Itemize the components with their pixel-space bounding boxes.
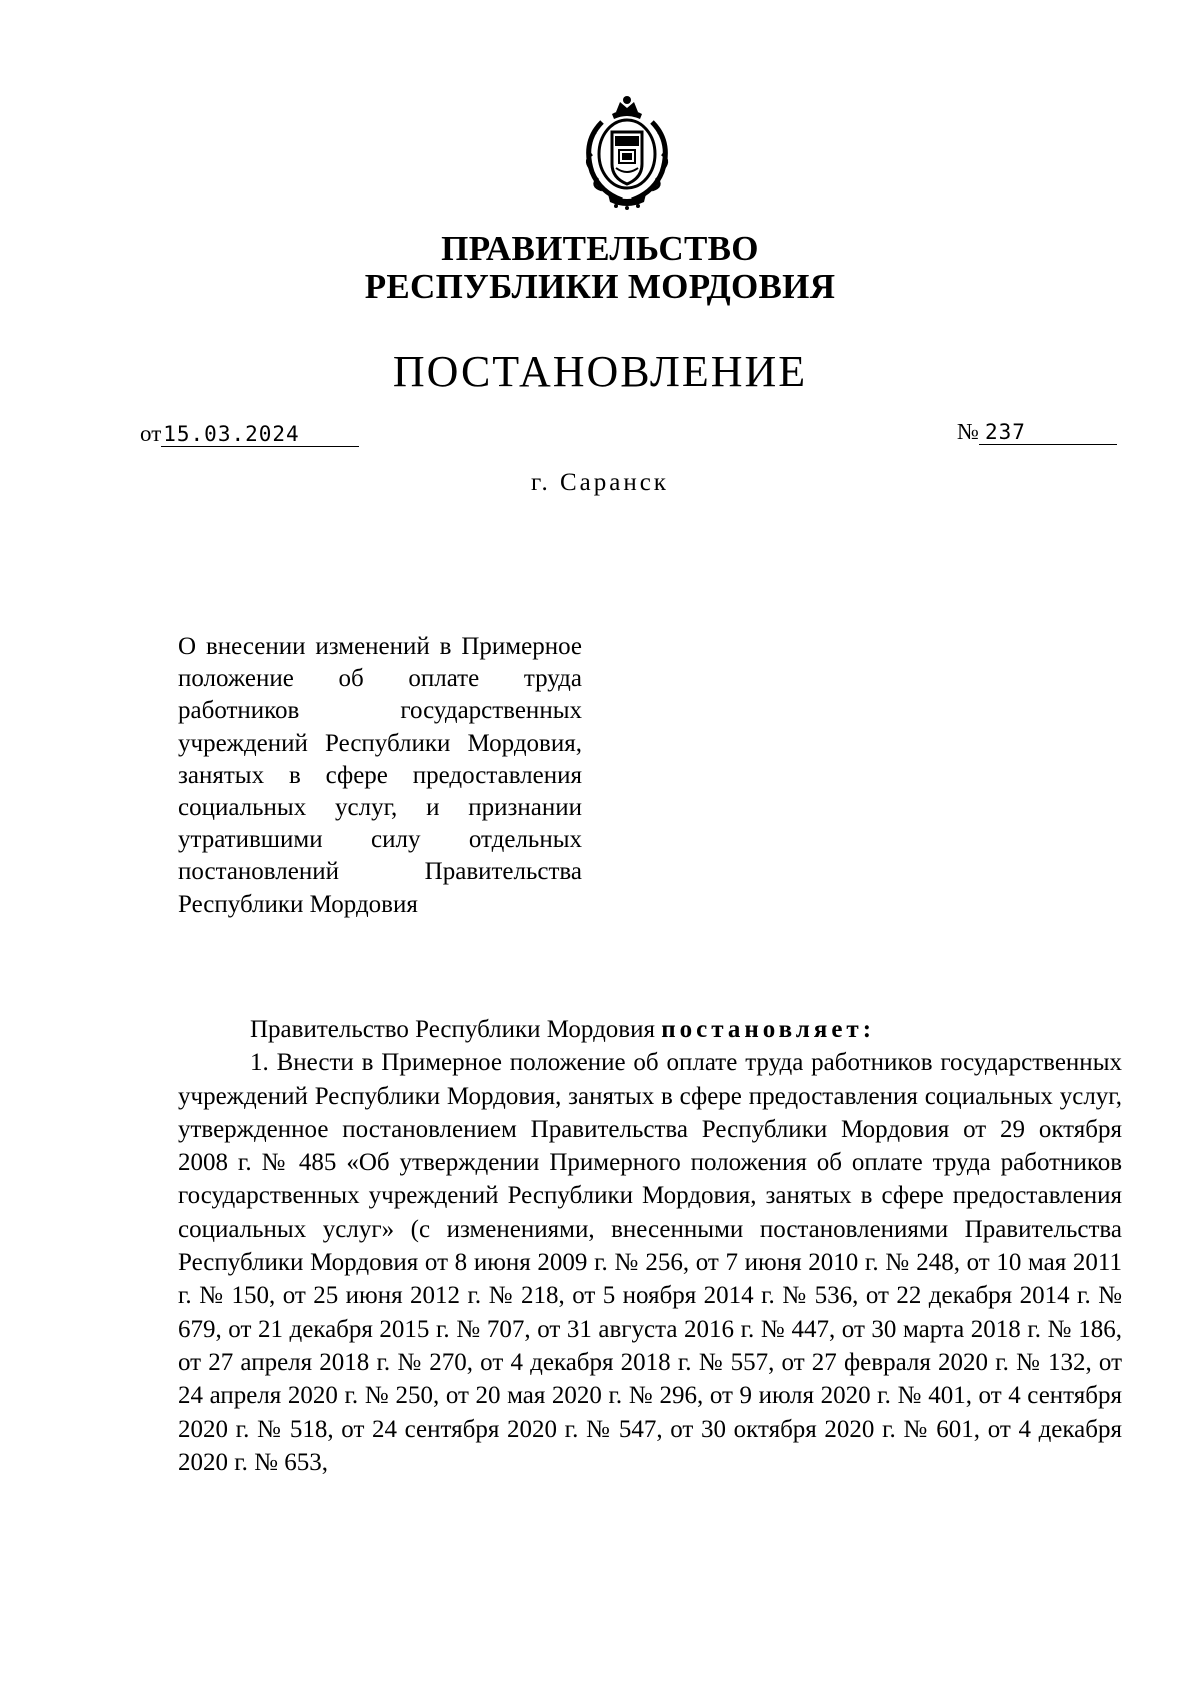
date-row (140, 420, 359, 448)
number-prefix: № (957, 419, 979, 444)
government-name-line-2: РЕСПУБЛИКИ МОРДОВИЯ (364, 267, 836, 306)
document-body (178, 1013, 1122, 1479)
preamble-text: Правительство Республики Мордовия (250, 1016, 662, 1043)
paragraph-1: 1. Внести в Примерное положение об оплате труда работников государственных учреждений Республики Мордовия, занятых в сфере предоставления социальных услуг, утвержденное постановлением Правительства Республики Мордовия от 29 октября 2008 г. № 485 «Об утверждении Примерного положения об оплате труда работников государственных учреждений Республики Мордовия, занятых в сфере предоставления социальных услуг» (с изменениями, внесенными постановлениями Правительства Республики Мордовия от 8 июня 2009 г. № 256, от 7 июня 2010 г. № 248, от 10 мая 2011 г. № 150, от 25 июня 2012 г. № 218, от 5 ноября 2014 г. № 536, от 22 декабря 2014 г. № 679, от 21 декабря 2015 г. № 707, от 31 августа 2016 г. № 447, от 30 марта 2018 г. № 186, от 27 апреля 2018 г. № 270, от 4 декабря 2018 г. № 557, от 27 февраля 2020 г. № 132, от 24 апреля 2020 г. № 250, от 20 мая 2020 г. № 296, от 9 июля 2020 г. № 401, от 4 сентября 2020 г. № 518, от 24 сентября 2020 г. № 547, от 30 октября 2020 г. № 601, от 4 декабря 2020 г. № 653, (178, 1049, 1122, 1476)
document-type: ПОСТАНОВЛЕНИЕ (392, 347, 808, 396)
date-prefix: от (140, 421, 162, 446)
number-row (957, 418, 1117, 446)
preamble (178, 1013, 1122, 1046)
document-number: 237 (979, 420, 1117, 445)
document-date: 15.03.2024 (161, 422, 359, 447)
government-name-line-1: ПРАВИТЕЛЬСТВО (441, 229, 759, 268)
coat-of-arms-icon (572, 92, 682, 210)
document-subject: О внесении изменений в Примерное положение об оплате труда работников государственных учреждений Республики Мордовия, занятых в сфере предоставления социальных услуг, и признании утратившими силу отдельных постановлений Правительства Республики Мордовия (178, 633, 582, 918)
city: г. Саранск (531, 469, 669, 496)
decree-word: постановляет: (661, 1016, 876, 1043)
